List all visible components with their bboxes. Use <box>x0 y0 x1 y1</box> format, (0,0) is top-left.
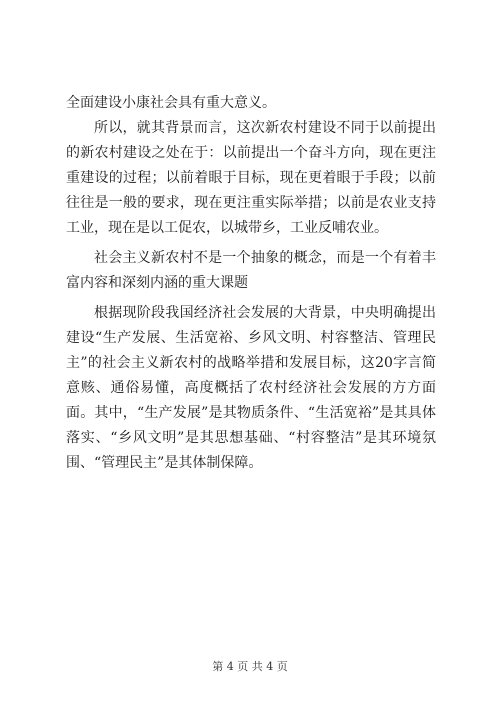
paragraph-4: 根据现阶段我国经济社会发展的大背景，中央明确提出建设“生产发展、生活宽裕、乡风文明、村容整洁、管理民主”的社会主义新农村的战略举措和发展目标，这20字言简意赅、通俗易懂，高度概括了农村经济社会发展的方方面面。其中，“生产发展”是其物质条件、“生活宽裕”是其具体落实、“乡风文明”是其思想基础、“村容整洁”是其环境氛围、“管理民主”是其体制保障。 <box>66 305 436 471</box>
page-number: 第 4 页 共 4 页 <box>212 660 288 673</box>
document-body <box>66 91 436 481</box>
paragraph-1: 全面建设小康社会具有重大意义。 <box>66 95 276 111</box>
paragraph-2: 所以，就其背景而言，这次新农村建设不同于以前提出的新农村建设之处在于：以前提出一个奋斗方向，现在更注重建设的过程；以前着眼于目标，现在更着眼于手段；以前往往是一般的要求，现在更注重实际举措；以前是农业支持工业，现在是以工促农，以城带乡，工业反哺农业。 <box>66 120 436 236</box>
paragraph-3: 社会主义新农村不是一个抽象的概念，而是一个有着丰富内容和深刻内涵的重大课题 <box>66 250 436 291</box>
